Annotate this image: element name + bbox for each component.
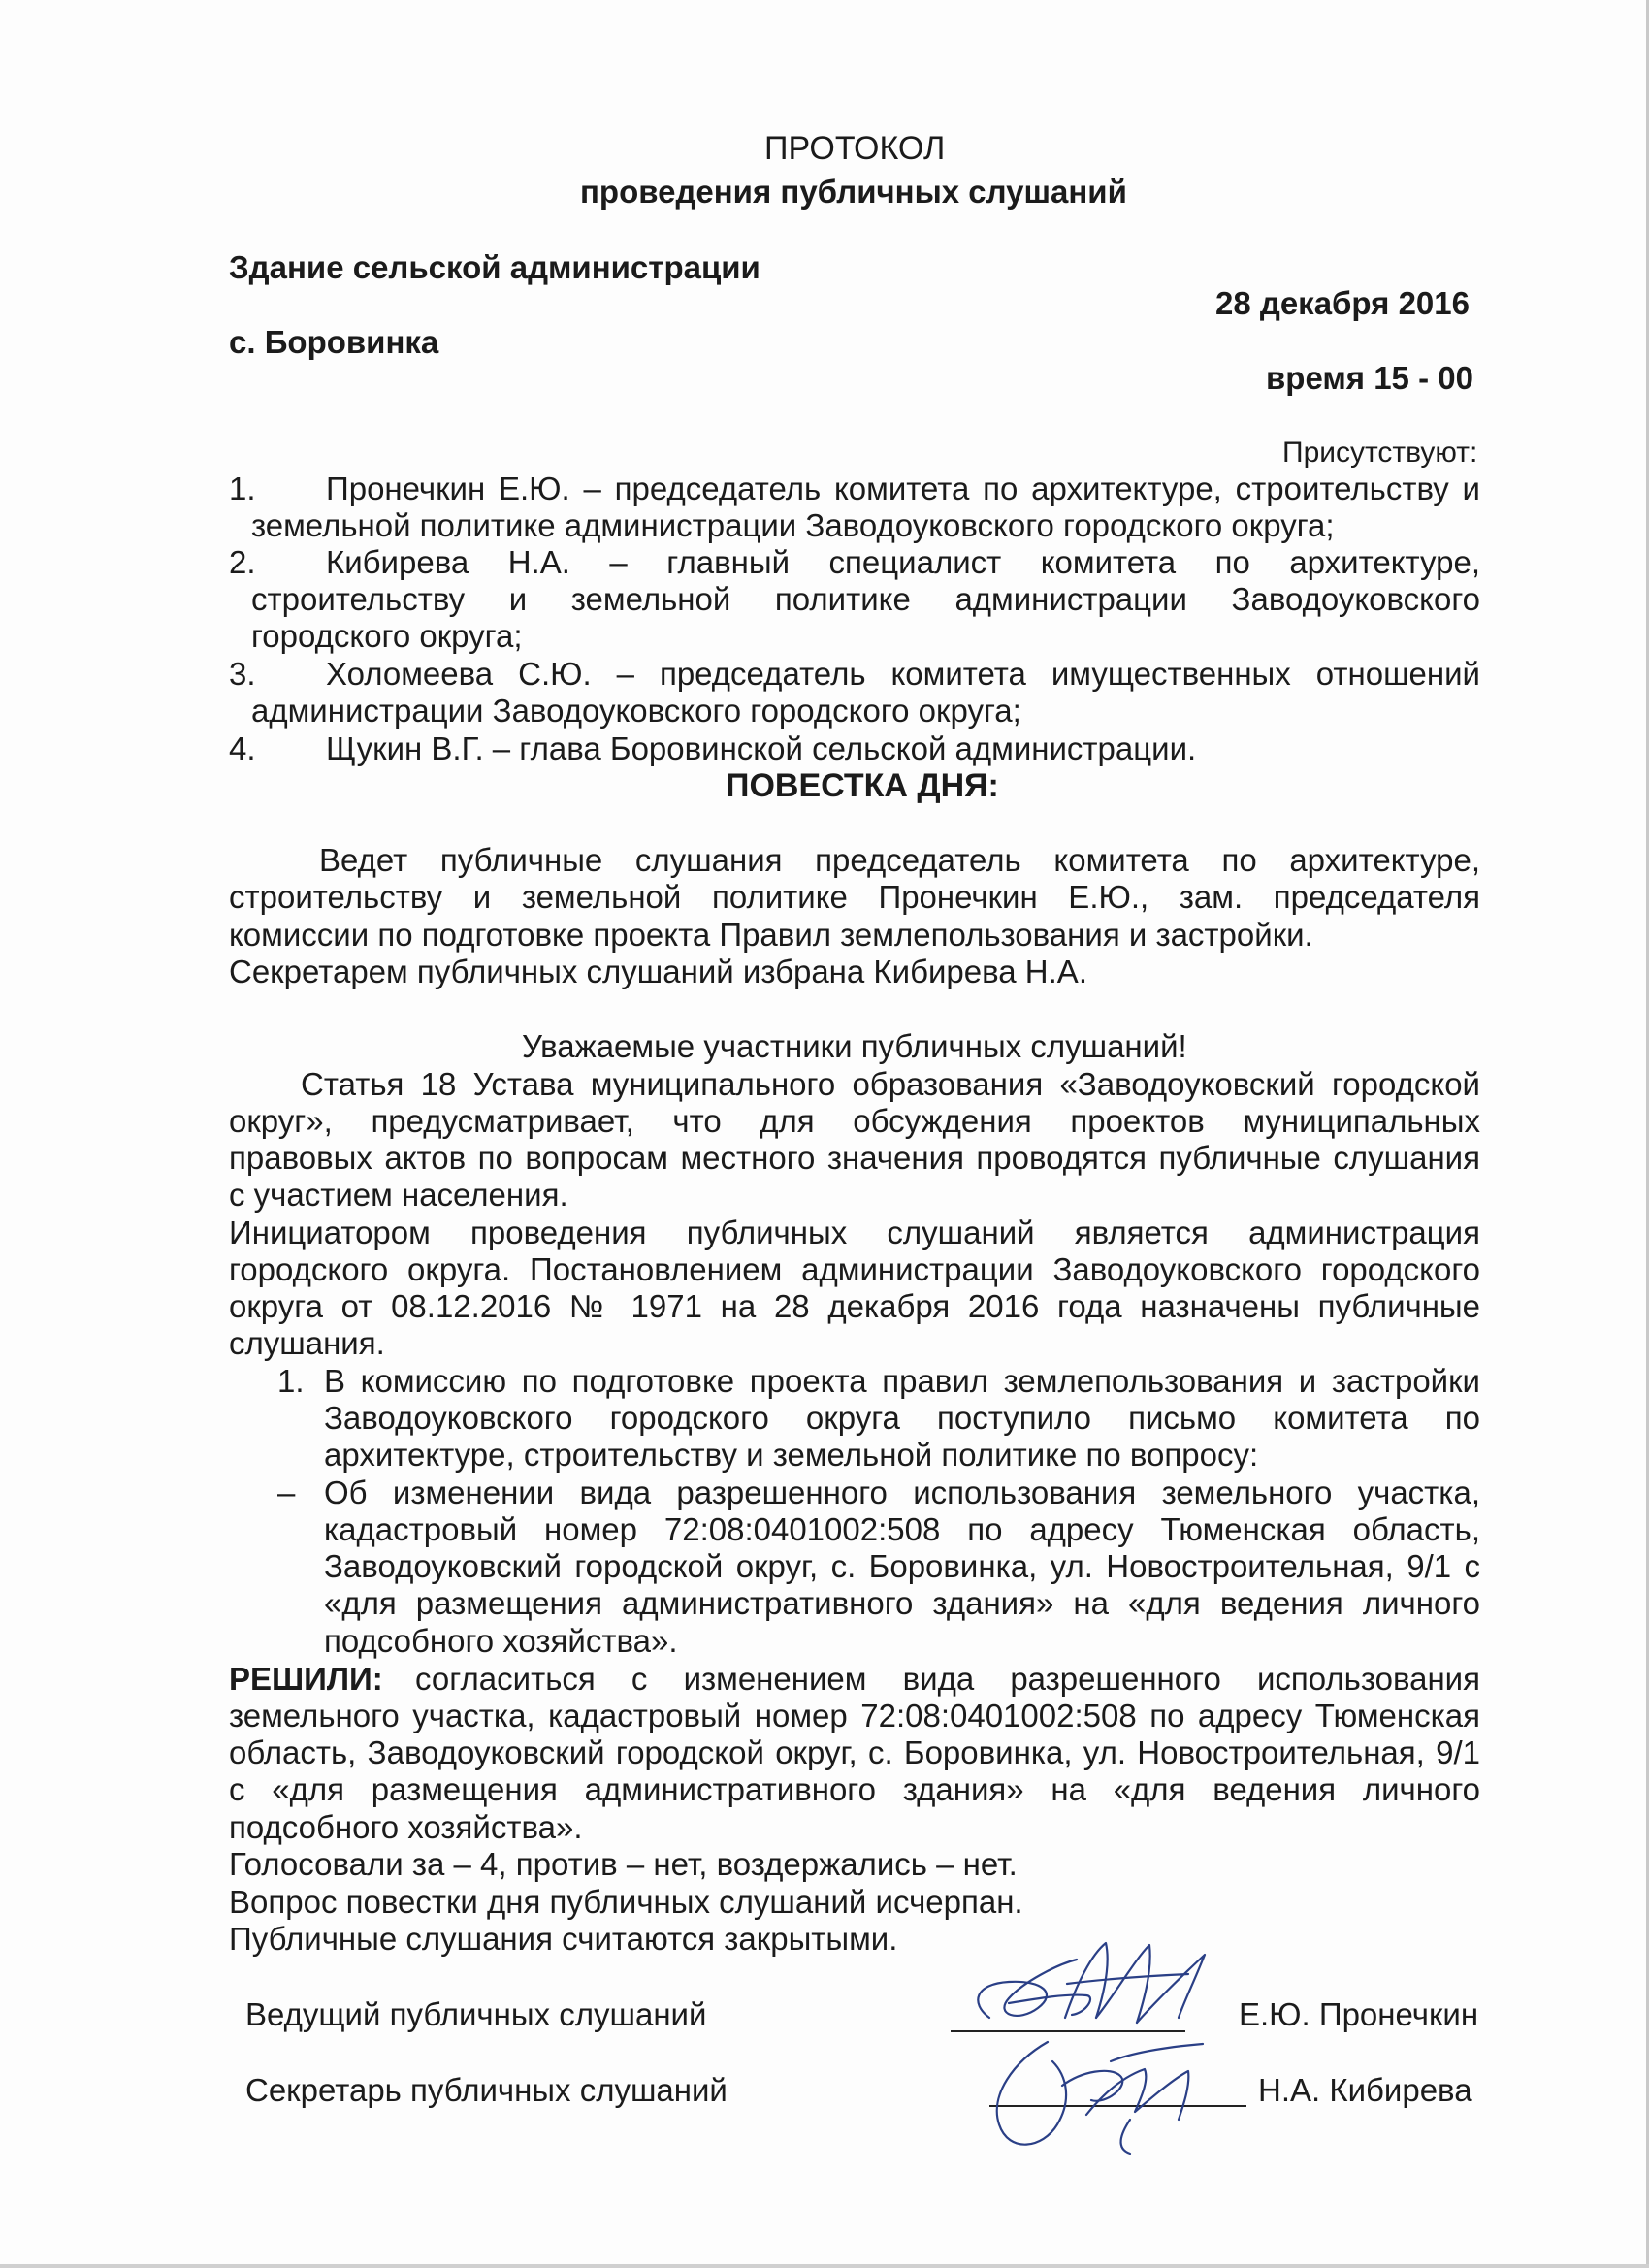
decision-line: область, Заводоуковский городской округ, с. Боровинка, ул. Новостроительная, 9/1 — [229, 1734, 1480, 1770]
dash-marker: – — [277, 1474, 296, 1510]
dash-item-line: кадастровый номер 72:08:0401002:508 по адресу Тюменская область, — [324, 1511, 1480, 1547]
agenda-heading: ПОВЕСТКА ДНЯ: — [726, 767, 999, 804]
decision-line: подсобного хозяйства». — [229, 1809, 583, 1845]
signatory-role: Секретарь публичных слушаний — [245, 2072, 728, 2108]
attendee-number: 4. — [229, 730, 256, 766]
dash-item-line: Об изменении вида разрешенного использования земельного участка, — [324, 1474, 1480, 1510]
meeting-date: 28 декабря 2016 — [1215, 285, 1470, 321]
attendee-line: Холомеева С.Ю. – председатель комитета имущественных отношений — [326, 656, 1480, 692]
paragraph-line: правовых актов по вопросам местного значения проводятся публичные слушания — [229, 1140, 1480, 1176]
attendee-line: Пронечкин Е.Ю. – председатель комитета по архитектуре, строительству и — [326, 470, 1480, 506]
agenda-line: Ведет публичные слушания председатель комитета по архитектуре, — [319, 842, 1480, 878]
signature-kibireva-image — [975, 2023, 1237, 2163]
attendee-line: строительству и земельной политике администрации Заводоуковского — [251, 581, 1480, 617]
agenda-exhausted: Вопрос повестки дня публичных слушаний исчерпан. — [229, 1884, 1023, 1920]
paragraph-line: округ», предусматривает, что для обсуждения проектов муниципальных — [229, 1103, 1480, 1139]
decision-line: согласиться с изменением вида разрешенного использования — [415, 1661, 1480, 1697]
list-item-line: Заводоуковского городского округа поступило письмо комитета по — [324, 1400, 1480, 1436]
paragraph-line: округа от 08.12.2016 № 1971 на 28 декабря 2016 года назначены публичные — [229, 1288, 1480, 1324]
document-title: ПРОТОКОЛ — [764, 130, 946, 167]
paragraph-line: с участием населения. — [229, 1177, 568, 1213]
signatory-role: Ведущий публичных слушаний — [245, 1996, 707, 2032]
list-item-line: архитектуре, строительству и земельной политике по вопросу: — [324, 1437, 1259, 1473]
attendee-number: 3. — [229, 656, 256, 692]
dash-item-line: подсобного хозяйства». — [324, 1623, 678, 1659]
paragraph-line: Инициатором проведения публичных слушаний является администрация — [229, 1215, 1480, 1250]
meeting-place: Здание сельской администрации — [229, 249, 760, 285]
decision-line: с «для размещения административного здания» на «для ведения личного — [229, 1771, 1480, 1807]
agenda-line: Секретарем публичных слушаний избрана Кибирева Н.А. — [229, 954, 1087, 989]
document-subtitle: проведения публичных слушаний — [580, 174, 1127, 210]
decision-label: РЕШИЛИ: — [229, 1661, 383, 1697]
scan-edge — [0, 2264, 1649, 2268]
attendee-line: администрации Заводоуковского городского округа; — [251, 693, 1021, 729]
signatory-name: Е.Ю. Пронечкин — [1239, 1996, 1479, 2032]
attendee-number: 2. — [229, 544, 256, 580]
meeting-time: время 15 - 00 — [1266, 360, 1473, 396]
list-number: 1. — [277, 1363, 305, 1399]
attendee-line: городского округа; — [251, 618, 523, 654]
vote-result: Голосовали за – 4, против – нет, воздержались – нет. — [229, 1846, 1018, 1882]
agenda-line: комиссии по подготовке проекта Правил землепользования и застройки. — [229, 917, 1313, 953]
attendee-line: Щукин В.Г. – глава Боровинской сельской администрации. — [326, 730, 1197, 766]
dash-item-line: «для размещения административного здания» на «для ведения личного — [324, 1585, 1480, 1621]
hearings-closed: Публичные слушания считаются закрытыми. — [229, 1921, 898, 1957]
paragraph-line: слушания. — [229, 1325, 385, 1361]
attendee-line: Кибирева Н.А. – главный специалист комитета по архитектуре, — [326, 544, 1480, 580]
decision-line: земельного участка, кадастровый номер 72:08:0401002:508 по адресу Тюменская — [229, 1698, 1480, 1733]
attendee-line: земельной политике администрации Заводоуковского городского округа; — [251, 507, 1335, 543]
agenda-line: строительству и земельной политике Пронечкин Е.Ю., зам. председателя — [229, 879, 1480, 915]
list-item-line: В комиссию по подготовке проекта правил землепользования и застройки — [324, 1363, 1480, 1399]
signatory-name: Н.А. Кибирева — [1258, 2072, 1472, 2108]
meeting-village: с. Боровинка — [229, 324, 439, 360]
greeting: Уважаемые участники публичных слушаний! — [522, 1028, 1187, 1064]
paragraph-line: городского округа. Постановлением администрации Заводоуковского городского — [229, 1251, 1480, 1287]
dash-item-line: Заводоуковский городской округ, с. Боровинка, ул. Новостроительная, 9/1 с — [324, 1548, 1480, 1584]
paragraph-line: Статья 18 Устава муниципального образования «Заводоуковский городской — [301, 1066, 1480, 1102]
attendees-label: Присутствуют: — [1282, 437, 1478, 469]
attendee-number: 1. — [229, 470, 256, 506]
